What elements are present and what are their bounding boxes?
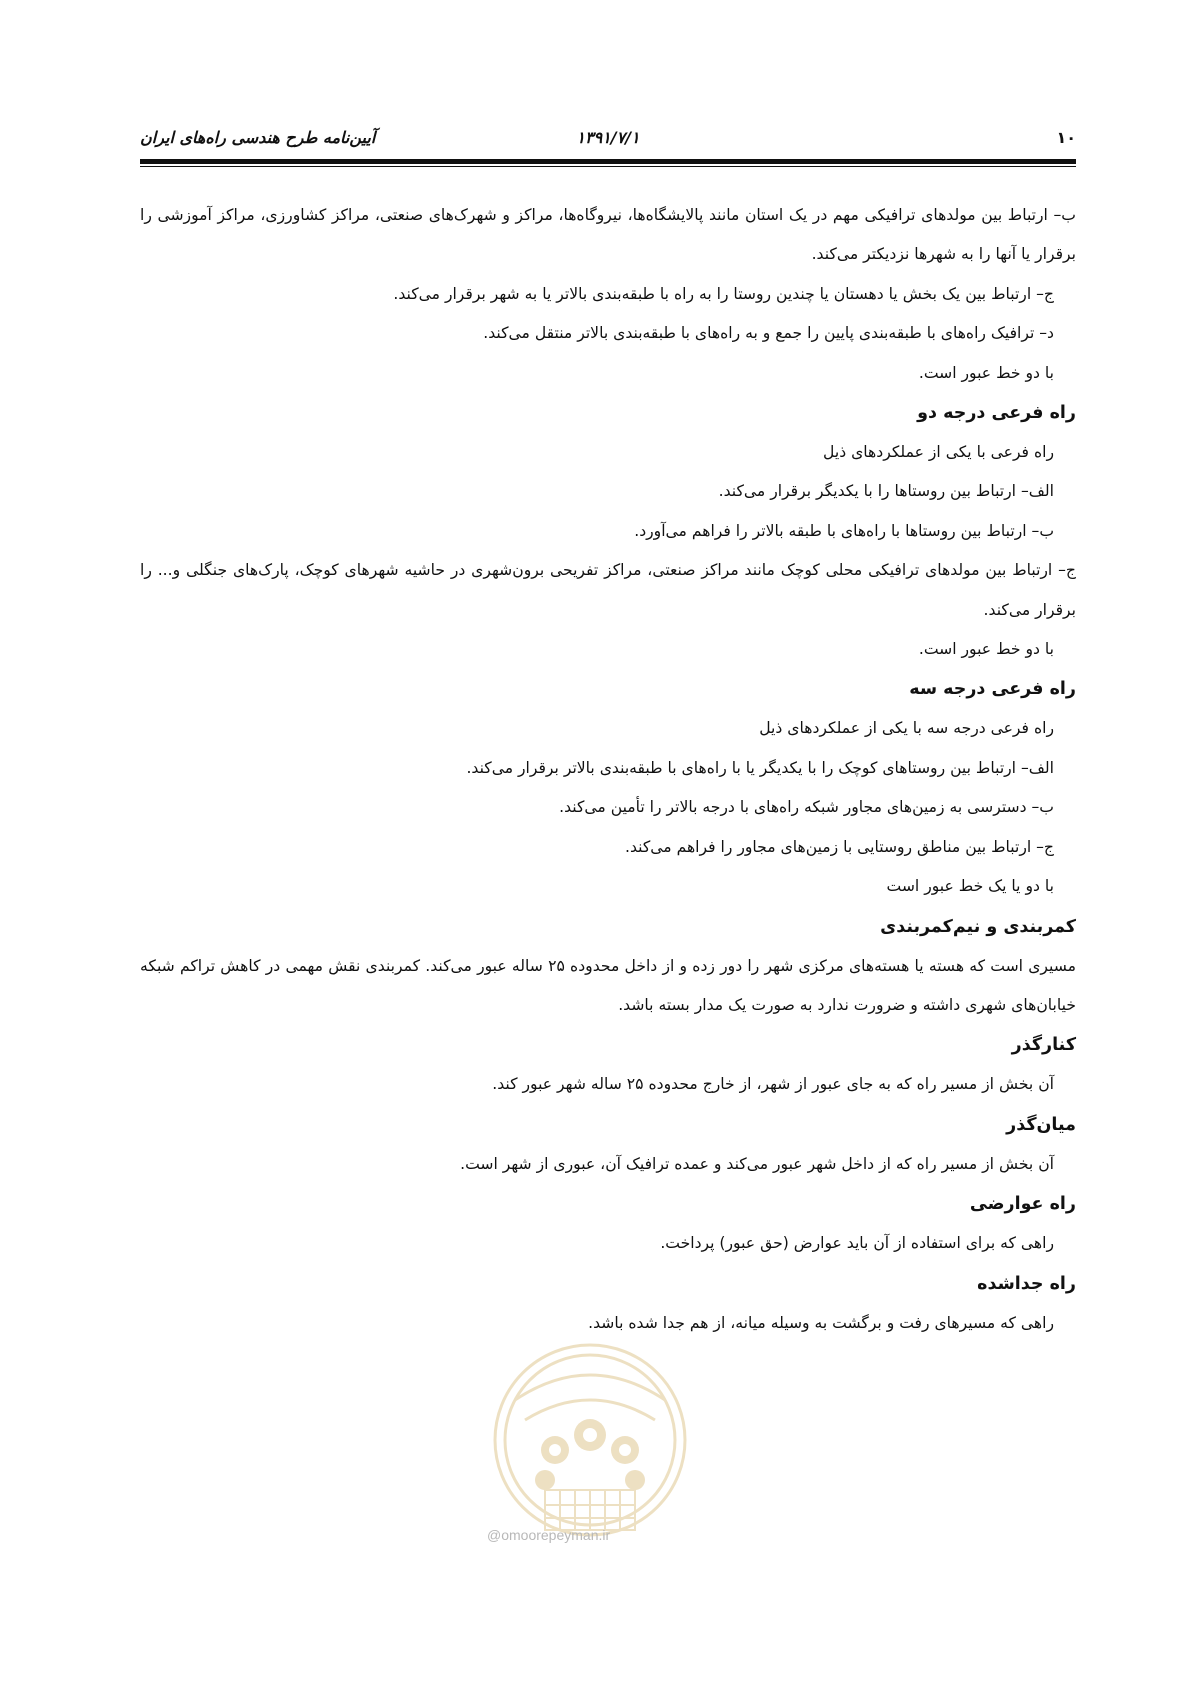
- grade-three-item-b: ب– دسترسی به زمین‌های مجاور شبکه راه‌های با درجه بالاتر را تأمین می‌کند.: [559, 798, 1054, 817]
- through-road-text: آن بخش از مسیر راه که از داخل شهر عبور می‌کند و عمده ترافیک آن، عبوری از شهر است.: [460, 1154, 1054, 1173]
- heading-toll-road: راه عوارضی: [969, 1194, 1076, 1215]
- heading-bypass: کنارگذر: [1011, 1035, 1076, 1056]
- grade-three-intro: راه فرعی درجه سه با یکی از عملکردهای ذیل: [759, 719, 1054, 738]
- grade-two-intro: راه فرعی با یکی از عملکردهای ذیل: [823, 443, 1054, 462]
- watermark-url: @omoorepeyman.ir: [487, 1527, 611, 1543]
- ring-road-text: مسیری است که هسته یا هسته‌های مرکزی شهر را دور زده و از داخل محدوده ۲۵ ساله عبور می‌کند. کمربندی نقش مهمی در کاهش تراکم شبکه خیابان‌های شهری داشته و ضرورت ندارد به صورت یک مدار بسته باشد.: [140, 956, 1076, 1014]
- grade-three-lanes: با دو یا یک خط عبور است: [886, 877, 1054, 896]
- grade-two-item-c: ج– ارتباط بین مولدهای ترافیکی محلی کوچک مانند مراکز صنعتی، مراکز تفریحی برون‌شهری در حاشیه شهرهای کوچک، پارک‌های جنگلی و... را برقرار می‌کند.: [140, 561, 1076, 619]
- body-text: [140, 196, 1076, 1343]
- grade-three-item-c: ج– ارتباط بین مناطق روستایی با زمین‌های مجاور را فراهم می‌کند.: [624, 837, 1054, 856]
- divided-road-text: راهی که مسیرهای رفت و برگشت به وسیله میانه، از هم جدا شده باشد.: [588, 1313, 1054, 1332]
- heading-grade-three: راه فرعی درجه سه: [909, 679, 1076, 700]
- page-number: ۱۰: [1056, 128, 1076, 147]
- heading-ring-road: کمربندی و نیم‌کمربندی: [880, 916, 1076, 937]
- watermark-seal-icon: [475, 1330, 705, 1600]
- page-header: [140, 128, 1076, 158]
- grade-three-item-a: الف– ارتباط بین روستاهای کوچک را با یکدیگر یا با راه‌های با طبقه‌بندی بالاتر برقرار می‌کند.: [466, 758, 1054, 777]
- grade-two-lanes: با دو خط عبور است.: [918, 640, 1054, 659]
- heading-grade-two: راه فرعی درجه دو: [917, 403, 1076, 424]
- heading-divided-road: راه جداشده: [977, 1273, 1076, 1294]
- toll-road-text: راهی که برای استفاده از آن باید عوارض (حق عبور) پرداخت.: [660, 1234, 1054, 1253]
- grade-two-item-a: الف– ارتباط بین روستاها را با یکدیگر برقرار می‌کند.: [718, 482, 1054, 501]
- header-rule-thin: [140, 166, 1076, 167]
- header-rule-thick: [140, 159, 1076, 164]
- paragraph-j-district: ج– ارتباط بین یک بخش یا دهستان یا چندین روستا را به راه با طبقه‌بندی بالاتر یا به شهر برقرار می‌کند.: [393, 284, 1054, 303]
- paragraph-b-regional: ب– ارتباط بین مولدهای ترافیکی مهم در یک استان مانند پالایشگاه‌ها، نیروگاه‌ها، مراکز و شهرک‌های صنعتی، مراکز کشاورزی، مراکز آموزشی را برقرار یا آنها را به شهرها نزدیکتر می‌کند.: [140, 206, 1076, 264]
- header-title: آیین‌نامه طرح هندسی راه‌های ایران: [140, 128, 376, 147]
- paragraph-d-traffic: د– ترافیک راه‌های با طبقه‌بندی پایین را جمع و به راه‌های با طبقه‌بندی بالاتر منتقل می‌کند.: [483, 324, 1054, 343]
- heading-through-road: میان‌گذر: [1006, 1114, 1076, 1135]
- bypass-text: آن بخش از مسیر راه که به جای عبور از شهر، از خارج محدوده ۲۵ ساله شهر عبور کند.: [492, 1075, 1054, 1094]
- header-date: ۱۳۹۱/۷/۱: [576, 128, 640, 147]
- paragraph-lanes: با دو خط عبور است.: [918, 363, 1054, 382]
- grade-two-item-b: ب– ارتباط بین روستاها با راه‌های با طبقه بالاتر را فراهم می‌آورد.: [634, 521, 1054, 540]
